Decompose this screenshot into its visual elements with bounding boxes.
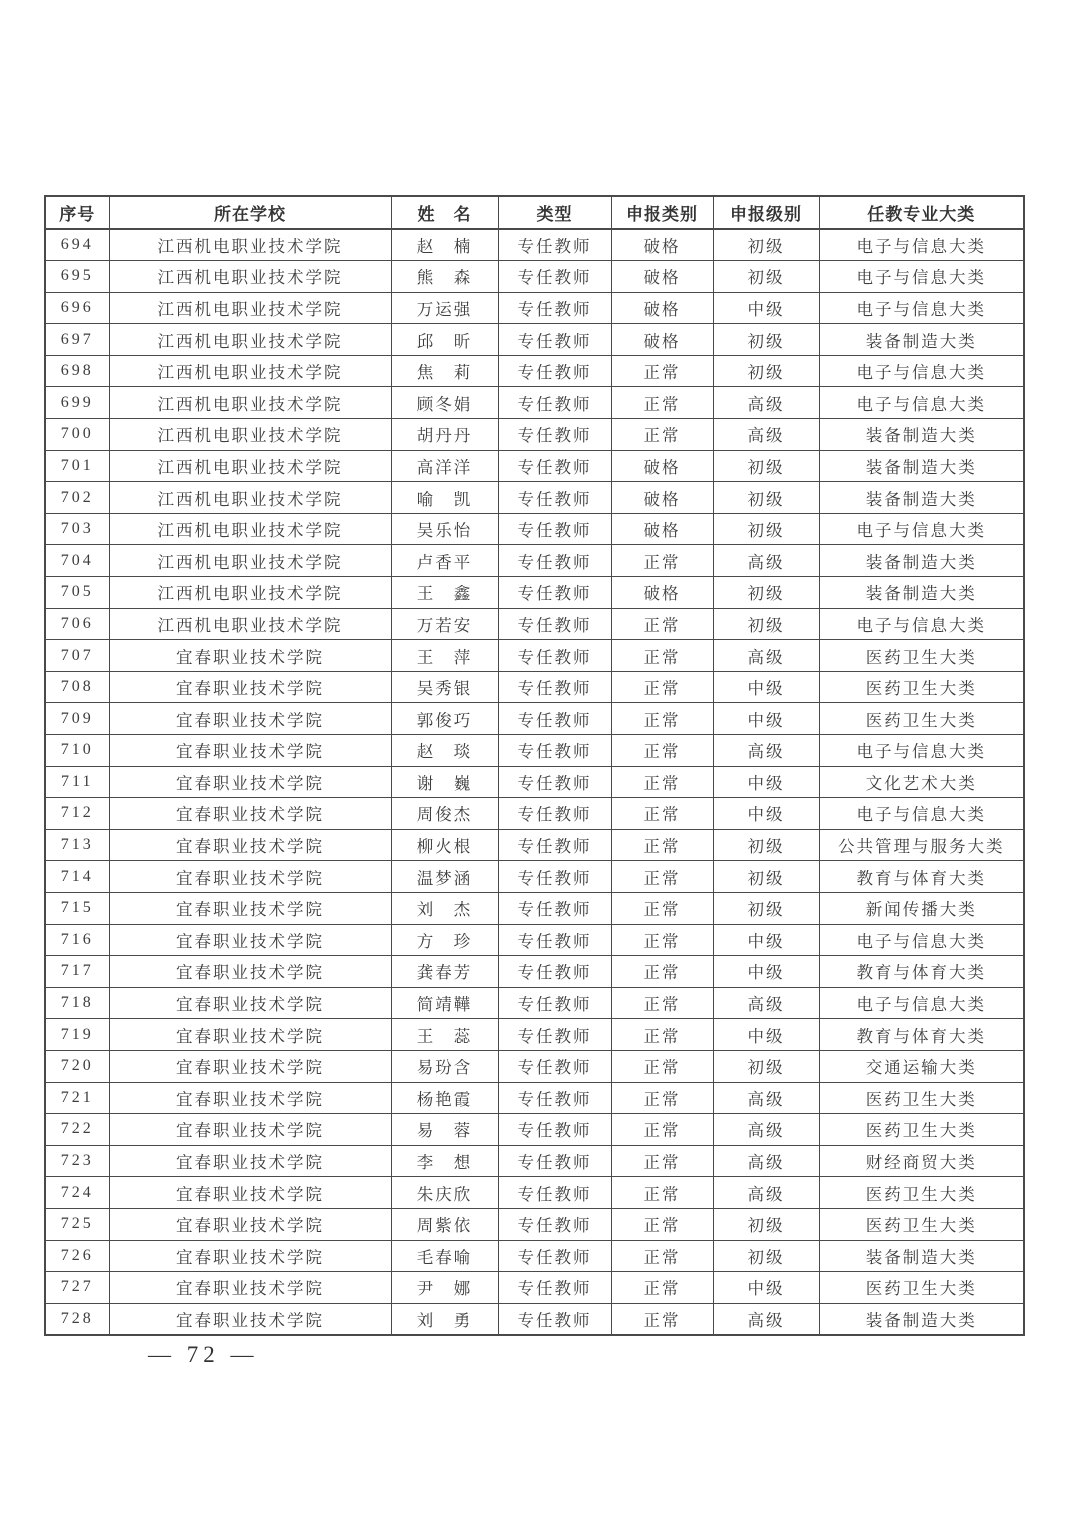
- cell-school: 宜春职业技术学院: [109, 671, 391, 703]
- cell-level: 初级: [713, 1240, 819, 1272]
- table-row: [45, 450, 1024, 482]
- table-row: [45, 324, 1024, 356]
- cell-category: 正常: [611, 387, 713, 419]
- cell-category: 破格: [611, 292, 713, 324]
- cell-level: 中级: [713, 1019, 819, 1051]
- cell-school: 江西机电职业技术学院: [109, 355, 391, 387]
- cell-category: 正常: [611, 640, 713, 672]
- cell-no: 706: [45, 608, 109, 640]
- cell-category: 破格: [611, 324, 713, 356]
- cell-no: 714: [45, 861, 109, 893]
- cell-type: 专任教师: [498, 355, 611, 387]
- cell-type: 专任教师: [498, 545, 611, 577]
- cell-category: 正常: [611, 671, 713, 703]
- table-row: [45, 419, 1024, 451]
- cell-level: 高级: [713, 1145, 819, 1177]
- cell-school: 宜春职业技术学院: [109, 829, 391, 861]
- cell-major: 教育与体育大类: [819, 1019, 1024, 1051]
- cell-level: 高级: [713, 1082, 819, 1114]
- table-row: [45, 1082, 1024, 1114]
- cell-name: 万若安: [391, 608, 498, 640]
- cell-major: 新闻传播大类: [819, 892, 1024, 924]
- cell-type: 专任教师: [498, 229, 611, 261]
- cell-school: 宜春职业技术学院: [109, 1114, 391, 1146]
- table-header-row: [45, 196, 1024, 229]
- cell-type: 专任教师: [498, 513, 611, 545]
- column-header-major: 任教专业大类: [819, 196, 1024, 229]
- cell-school: 宜春职业技术学院: [109, 1050, 391, 1082]
- cell-no: 695: [45, 261, 109, 293]
- cell-level: 中级: [713, 703, 819, 735]
- cell-school: 宜春职业技术学院: [109, 1240, 391, 1272]
- cell-category: 正常: [611, 1145, 713, 1177]
- cell-name: 龚春芳: [391, 956, 498, 988]
- cell-category: 正常: [611, 924, 713, 956]
- cell-name: 周俊杰: [391, 798, 498, 830]
- cell-name: 卢香平: [391, 545, 498, 577]
- cell-no: 724: [45, 1177, 109, 1209]
- table-body: [45, 229, 1024, 1335]
- cell-level: 初级: [713, 355, 819, 387]
- table-row: [45, 1019, 1024, 1051]
- table-row: [45, 861, 1024, 893]
- cell-category: 正常: [611, 1019, 713, 1051]
- cell-type: 专任教师: [498, 324, 611, 356]
- cell-major: 装备制造大类: [819, 1303, 1024, 1335]
- cell-name: 万运强: [391, 292, 498, 324]
- table-row: [45, 387, 1024, 419]
- cell-school: 宜春职业技术学院: [109, 798, 391, 830]
- cell-type: 专任教师: [498, 387, 611, 419]
- cell-major: 电子与信息大类: [819, 608, 1024, 640]
- cell-no: 728: [45, 1303, 109, 1335]
- cell-school: 江西机电职业技术学院: [109, 261, 391, 293]
- cell-no: 715: [45, 892, 109, 924]
- cell-school: 宜春职业技术学院: [109, 1208, 391, 1240]
- cell-name: 易 蓉: [391, 1114, 498, 1146]
- cell-level: 初级: [713, 450, 819, 482]
- cell-no: 727: [45, 1272, 109, 1304]
- cell-major: 医药卫生大类: [819, 1272, 1024, 1304]
- cell-no: 726: [45, 1240, 109, 1272]
- cell-category: 正常: [611, 798, 713, 830]
- cell-type: 专任教师: [498, 735, 611, 767]
- cell-category: 正常: [611, 1050, 713, 1082]
- cell-no: 705: [45, 577, 109, 609]
- cell-school: 宜春职业技术学院: [109, 987, 391, 1019]
- cell-type: 专任教师: [498, 924, 611, 956]
- cell-type: 专任教师: [498, 577, 611, 609]
- cell-level: 中级: [713, 671, 819, 703]
- cell-type: 专任教师: [498, 1303, 611, 1335]
- cell-category: 正常: [611, 956, 713, 988]
- cell-major: 电子与信息大类: [819, 987, 1024, 1019]
- cell-name: 王 鑫: [391, 577, 498, 609]
- cell-name: 易玢含: [391, 1050, 498, 1082]
- cell-level: 高级: [713, 1177, 819, 1209]
- cell-name: 王 萍: [391, 640, 498, 672]
- column-header-name: 姓 名: [391, 196, 498, 229]
- cell-category: 正常: [611, 355, 713, 387]
- cell-level: 高级: [713, 545, 819, 577]
- cell-level: 初级: [713, 1208, 819, 1240]
- cell-no: 696: [45, 292, 109, 324]
- cell-no: 702: [45, 482, 109, 514]
- cell-school: 江西机电职业技术学院: [109, 229, 391, 261]
- cell-category: 正常: [611, 1240, 713, 1272]
- cell-name: 吴乐怡: [391, 513, 498, 545]
- table-row: [45, 671, 1024, 703]
- cell-major: 装备制造大类: [819, 1240, 1024, 1272]
- cell-no: 704: [45, 545, 109, 577]
- cell-level: 初级: [713, 324, 819, 356]
- page-number: — 72 —: [148, 1342, 259, 1367]
- cell-major: 电子与信息大类: [819, 924, 1024, 956]
- cell-category: 正常: [611, 703, 713, 735]
- cell-level: 初级: [713, 1050, 819, 1082]
- cell-type: 专任教师: [498, 703, 611, 735]
- cell-type: 专任教师: [498, 671, 611, 703]
- cell-type: 专任教师: [498, 1050, 611, 1082]
- table-row: [45, 798, 1024, 830]
- cell-type: 专任教师: [498, 1208, 611, 1240]
- cell-school: 宜春职业技术学院: [109, 1019, 391, 1051]
- cell-no: 722: [45, 1114, 109, 1146]
- cell-level: 初级: [713, 577, 819, 609]
- cell-type: 专任教师: [498, 1240, 611, 1272]
- cell-name: 胡丹丹: [391, 419, 498, 451]
- cell-school: 宜春职业技术学院: [109, 956, 391, 988]
- cell-name: 邱 昕: [391, 324, 498, 356]
- cell-type: 专任教师: [498, 419, 611, 451]
- column-header-no: 序号: [45, 196, 109, 229]
- cell-name: 刘 杰: [391, 892, 498, 924]
- cell-level: 初级: [713, 861, 819, 893]
- cell-no: 720: [45, 1050, 109, 1082]
- cell-type: 专任教师: [498, 450, 611, 482]
- cell-no: 712: [45, 798, 109, 830]
- cell-major: 医药卫生大类: [819, 703, 1024, 735]
- cell-no: 697: [45, 324, 109, 356]
- cell-level: 初级: [713, 229, 819, 261]
- cell-category: 破格: [611, 261, 713, 293]
- cell-category: 正常: [611, 892, 713, 924]
- cell-major: 电子与信息大类: [819, 513, 1024, 545]
- cell-category: 正常: [611, 1114, 713, 1146]
- cell-type: 专任教师: [498, 1019, 611, 1051]
- table-row: [45, 1114, 1024, 1146]
- table-row: [45, 577, 1024, 609]
- cell-major: 电子与信息大类: [819, 229, 1024, 261]
- cell-level: 初级: [713, 261, 819, 293]
- table-row: [45, 608, 1024, 640]
- table-row: [45, 892, 1024, 924]
- cell-category: 破格: [611, 482, 713, 514]
- cell-school: 江西机电职业技术学院: [109, 608, 391, 640]
- cell-name: 高洋洋: [391, 450, 498, 482]
- cell-no: 708: [45, 671, 109, 703]
- cell-no: 703: [45, 513, 109, 545]
- table-row: [45, 1272, 1024, 1304]
- cell-school: 宜春职业技术学院: [109, 766, 391, 798]
- cell-type: 专任教师: [498, 1114, 611, 1146]
- cell-school: 宜春职业技术学院: [109, 1303, 391, 1335]
- cell-major: 公共管理与服务大类: [819, 829, 1024, 861]
- teacher-roster-table: [44, 195, 1025, 1336]
- table-row: [45, 1240, 1024, 1272]
- table-row: [45, 924, 1024, 956]
- cell-category: 正常: [611, 1082, 713, 1114]
- table-row: [45, 640, 1024, 672]
- cell-name: 吴秀银: [391, 671, 498, 703]
- cell-type: 专任教师: [498, 1145, 611, 1177]
- cell-category: 破格: [611, 229, 713, 261]
- table-row: [45, 292, 1024, 324]
- cell-major: 医药卫生大类: [819, 1114, 1024, 1146]
- cell-type: 专任教师: [498, 482, 611, 514]
- cell-no: 725: [45, 1208, 109, 1240]
- cell-level: 中级: [713, 924, 819, 956]
- cell-type: 专任教师: [498, 1177, 611, 1209]
- cell-name: 杨艳霞: [391, 1082, 498, 1114]
- cell-type: 专任教师: [498, 987, 611, 1019]
- cell-level: 高级: [713, 387, 819, 419]
- cell-name: 赵 楠: [391, 229, 498, 261]
- cell-major: 文化艺术大类: [819, 766, 1024, 798]
- cell-type: 专任教师: [498, 1272, 611, 1304]
- cell-major: 教育与体育大类: [819, 861, 1024, 893]
- cell-school: 江西机电职业技术学院: [109, 324, 391, 356]
- cell-name: 谢 巍: [391, 766, 498, 798]
- cell-major: 装备制造大类: [819, 450, 1024, 482]
- cell-name: 毛春喻: [391, 1240, 498, 1272]
- cell-level: 中级: [713, 292, 819, 324]
- cell-major: 医药卫生大类: [819, 671, 1024, 703]
- cell-school: 宜春职业技术学院: [109, 1177, 391, 1209]
- cell-category: 正常: [611, 987, 713, 1019]
- cell-level: 初级: [713, 829, 819, 861]
- cell-level: 初级: [713, 608, 819, 640]
- table-row: [45, 545, 1024, 577]
- cell-school: 江西机电职业技术学院: [109, 419, 391, 451]
- cell-no: 707: [45, 640, 109, 672]
- cell-major: 教育与体育大类: [819, 956, 1024, 988]
- cell-type: 专任教师: [498, 798, 611, 830]
- cell-name: 柳火根: [391, 829, 498, 861]
- cell-category: 正常: [611, 766, 713, 798]
- cell-category: 正常: [611, 829, 713, 861]
- cell-name: 赵 琰: [391, 735, 498, 767]
- cell-level: 中级: [713, 766, 819, 798]
- cell-no: 719: [45, 1019, 109, 1051]
- cell-name: 温梦涵: [391, 861, 498, 893]
- cell-school: 宜春职业技术学院: [109, 640, 391, 672]
- cell-major: 电子与信息大类: [819, 355, 1024, 387]
- cell-school: 江西机电职业技术学院: [109, 450, 391, 482]
- cell-no: 716: [45, 924, 109, 956]
- cell-name: 熊 森: [391, 261, 498, 293]
- cell-name: 王 蕊: [391, 1019, 498, 1051]
- cell-no: 711: [45, 766, 109, 798]
- column-header-type: 类型: [498, 196, 611, 229]
- table-row: [45, 482, 1024, 514]
- cell-level: 初级: [713, 892, 819, 924]
- cell-type: 专任教师: [498, 892, 611, 924]
- cell-school: 江西机电职业技术学院: [109, 513, 391, 545]
- cell-no: 694: [45, 229, 109, 261]
- cell-school: 江西机电职业技术学院: [109, 545, 391, 577]
- cell-no: 699: [45, 387, 109, 419]
- cell-category: 破格: [611, 450, 713, 482]
- cell-level: 高级: [713, 1114, 819, 1146]
- cell-type: 专任教师: [498, 861, 611, 893]
- cell-no: 709: [45, 703, 109, 735]
- cell-major: 装备制造大类: [819, 419, 1024, 451]
- column-header-level: 申报级别: [713, 196, 819, 229]
- cell-major: 装备制造大类: [819, 545, 1024, 577]
- cell-no: 717: [45, 956, 109, 988]
- cell-school: 宜春职业技术学院: [109, 1082, 391, 1114]
- table-row: [45, 1208, 1024, 1240]
- table-row: [45, 766, 1024, 798]
- table-row: [45, 1303, 1024, 1335]
- cell-school: 宜春职业技术学院: [109, 924, 391, 956]
- cell-no: 723: [45, 1145, 109, 1177]
- cell-level: 高级: [713, 987, 819, 1019]
- cell-school: 宜春职业技术学院: [109, 703, 391, 735]
- table-row: [45, 1177, 1024, 1209]
- cell-school: 宜春职业技术学院: [109, 892, 391, 924]
- column-header-category: 申报类别: [611, 196, 713, 229]
- cell-level: 高级: [713, 640, 819, 672]
- cell-category: 正常: [611, 1208, 713, 1240]
- cell-major: 医药卫生大类: [819, 1208, 1024, 1240]
- table-row: [45, 987, 1024, 1019]
- column-header-school: 所在学校: [109, 196, 391, 229]
- cell-school: 宜春职业技术学院: [109, 861, 391, 893]
- cell-name: 方 珍: [391, 924, 498, 956]
- table-row: [45, 261, 1024, 293]
- cell-school: 宜春职业技术学院: [109, 1272, 391, 1304]
- cell-level: 中级: [713, 956, 819, 988]
- cell-no: 718: [45, 987, 109, 1019]
- cell-level: 初级: [713, 513, 819, 545]
- cell-major: 交通运输大类: [819, 1050, 1024, 1082]
- cell-school: 江西机电职业技术学院: [109, 482, 391, 514]
- table-row: [45, 355, 1024, 387]
- cell-type: 专任教师: [498, 292, 611, 324]
- cell-name: 尹 娜: [391, 1272, 498, 1304]
- cell-major: 财经商贸大类: [819, 1145, 1024, 1177]
- cell-category: 正常: [611, 735, 713, 767]
- table-row: [45, 735, 1024, 767]
- table-row: [45, 1050, 1024, 1082]
- cell-type: 专任教师: [498, 766, 611, 798]
- table-row: [45, 1145, 1024, 1177]
- cell-name: 郭俊巧: [391, 703, 498, 735]
- cell-type: 专任教师: [498, 640, 611, 672]
- cell-category: 正常: [611, 419, 713, 451]
- cell-major: 医药卫生大类: [819, 1177, 1024, 1209]
- cell-category: 破格: [611, 577, 713, 609]
- cell-school: 江西机电职业技术学院: [109, 292, 391, 324]
- cell-level: 中级: [713, 1272, 819, 1304]
- cell-school: 江西机电职业技术学院: [109, 387, 391, 419]
- cell-level: 高级: [713, 735, 819, 767]
- cell-level: 初级: [713, 482, 819, 514]
- cell-no: 713: [45, 829, 109, 861]
- cell-no: 698: [45, 355, 109, 387]
- cell-name: 喻 凯: [391, 482, 498, 514]
- cell-name: 顾冬娟: [391, 387, 498, 419]
- cell-type: 专任教师: [498, 261, 611, 293]
- cell-category: 正常: [611, 1272, 713, 1304]
- cell-major: 医药卫生大类: [819, 640, 1024, 672]
- table-row: [45, 229, 1024, 261]
- cell-major: 装备制造大类: [819, 577, 1024, 609]
- cell-category: 正常: [611, 1303, 713, 1335]
- cell-no: 701: [45, 450, 109, 482]
- cell-category: 正常: [611, 608, 713, 640]
- cell-name: 李 想: [391, 1145, 498, 1177]
- cell-school: 宜春职业技术学院: [109, 735, 391, 767]
- cell-major: 电子与信息大类: [819, 798, 1024, 830]
- cell-major: 装备制造大类: [819, 324, 1024, 356]
- cell-category: 正常: [611, 1177, 713, 1209]
- cell-no: 710: [45, 735, 109, 767]
- cell-type: 专任教师: [498, 608, 611, 640]
- cell-name: 简靖鞾: [391, 987, 498, 1019]
- cell-major: 电子与信息大类: [819, 292, 1024, 324]
- cell-type: 专任教师: [498, 956, 611, 988]
- table-row: [45, 703, 1024, 735]
- cell-level: 高级: [713, 1303, 819, 1335]
- table-row: [45, 513, 1024, 545]
- cell-no: 700: [45, 419, 109, 451]
- cell-major: 电子与信息大类: [819, 387, 1024, 419]
- cell-type: 专任教师: [498, 1082, 611, 1114]
- table-row: [45, 829, 1024, 861]
- cell-category: 破格: [611, 513, 713, 545]
- cell-name: 周紫依: [391, 1208, 498, 1240]
- cell-major: 电子与信息大类: [819, 735, 1024, 767]
- cell-major: 装备制造大类: [819, 482, 1024, 514]
- cell-school: 江西机电职业技术学院: [109, 577, 391, 609]
- cell-category: 正常: [611, 861, 713, 893]
- cell-name: 朱庆欣: [391, 1177, 498, 1209]
- cell-level: 高级: [713, 419, 819, 451]
- cell-name: 刘 勇: [391, 1303, 498, 1335]
- cell-name: 焦 莉: [391, 355, 498, 387]
- cell-major: 医药卫生大类: [819, 1082, 1024, 1114]
- cell-major: 电子与信息大类: [819, 261, 1024, 293]
- cell-category: 正常: [611, 545, 713, 577]
- cell-level: 中级: [713, 798, 819, 830]
- cell-school: 宜春职业技术学院: [109, 1145, 391, 1177]
- cell-no: 721: [45, 1082, 109, 1114]
- table-row: [45, 956, 1024, 988]
- cell-type: 专任教师: [498, 829, 611, 861]
